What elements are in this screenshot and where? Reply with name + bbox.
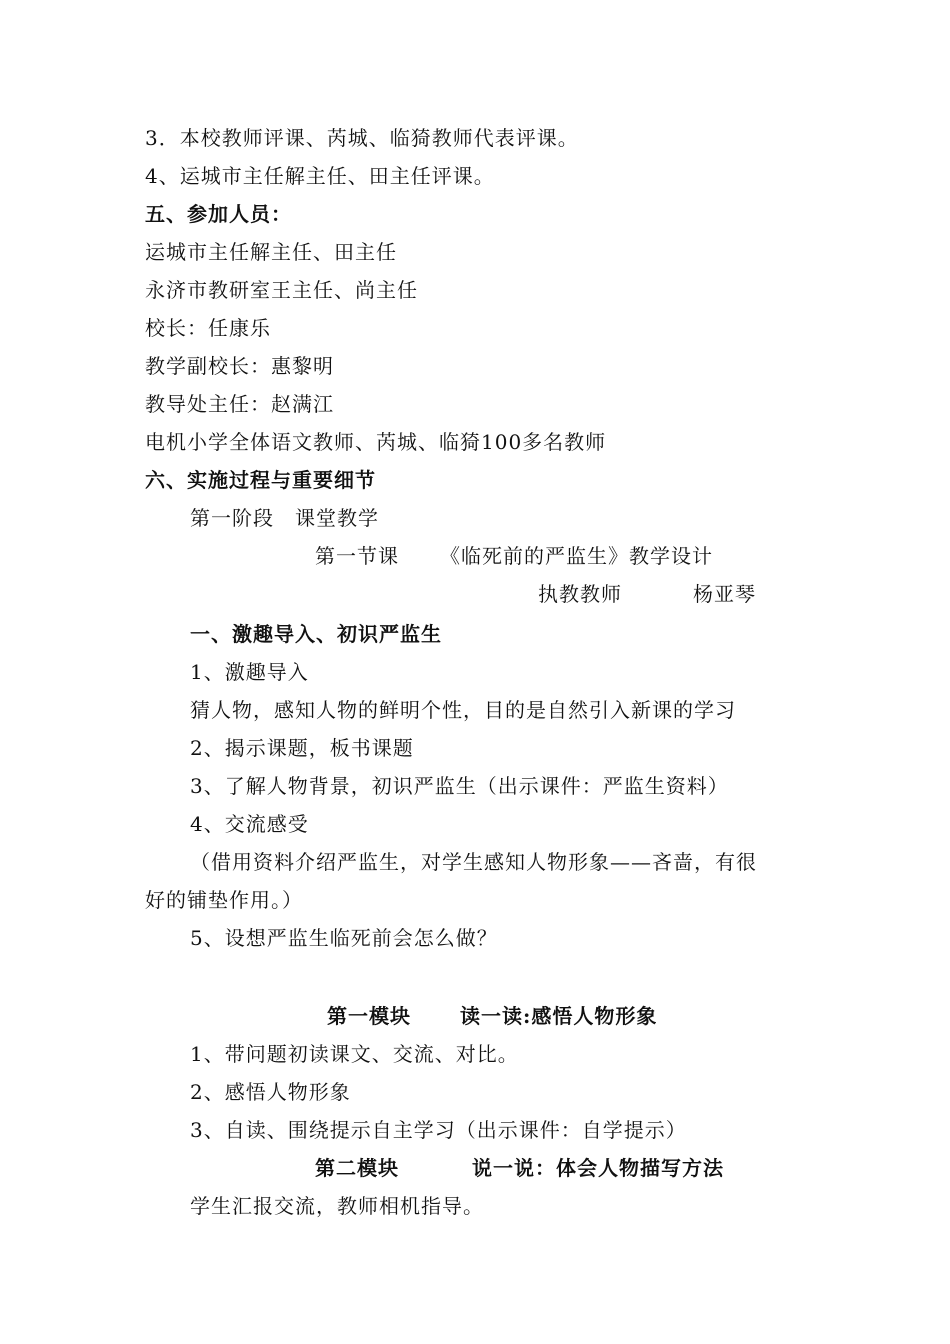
lesson-label: 第一节课: [315, 544, 399, 568]
stage-title: 第一阶段 课堂教学: [190, 506, 379, 530]
process-heading: 六、实施过程与重要细节: [145, 468, 376, 492]
participant-line: 运城市主任解主任、田主任: [145, 240, 397, 264]
participant-line: 教导处主任：赵满江: [145, 392, 334, 416]
module-item: 3、自读、围绕提示自主学习（出示课件：自学提示）: [190, 1118, 687, 1142]
step-description: 猜人物，感知人物的鲜明个性，目的是自然引入新课的学习: [190, 698, 736, 722]
participant-line: 校长：任康乐: [145, 316, 271, 340]
module-label: 第二模块: [315, 1156, 399, 1180]
teacher-label: 执教教师: [538, 582, 622, 606]
module-item: 2、感悟人物形象: [190, 1080, 351, 1104]
section-heading: 一、激趣导入、初识严监生: [190, 622, 442, 646]
participant-line: 永济市教研室王主任、尚主任: [145, 278, 418, 302]
participants-heading: 五、参加人员：: [145, 202, 292, 226]
lesson-title: 《临死前的严监生》教学设计: [440, 544, 713, 568]
step-item: 4、交流感受: [190, 812, 309, 836]
agenda-item-3: 3．本校教师评课、芮城、临猗教师代表评课。: [145, 126, 579, 150]
step-item: 1、激趣导入: [190, 660, 309, 684]
participant-line: 电机小学全体语文教师、芮城、临猗100多名教师: [145, 430, 607, 454]
step-item: 5、设想严监生临死前会怎么做？: [190, 926, 498, 950]
module-title: 说一说：体会人物描写方法: [472, 1156, 724, 1180]
agenda-item-4: 4、运城市主任解主任、田主任评课。: [145, 164, 495, 188]
step-note: （借用资料介绍严监生，对学生感知人物形象——吝啬，有很: [190, 850, 757, 874]
module-title: 读一读:感悟人物形象: [460, 1004, 658, 1028]
module-label: 第一模块: [327, 1004, 411, 1028]
teacher-name: 杨亚琴: [693, 582, 756, 606]
step-item: 2、揭示课题，板书课题: [190, 736, 414, 760]
module-item: 1、带问题初读课文、交流、对比。: [190, 1042, 519, 1066]
participant-line: 教学副校长：惠黎明: [145, 354, 334, 378]
step-note-continued: 好的铺垫作用。）: [145, 888, 303, 912]
step-item: 3、了解人物背景，初识严监生（出示课件：严监生资料）: [190, 774, 729, 798]
module-item: 学生汇报交流，教师相机指导。: [190, 1194, 484, 1218]
